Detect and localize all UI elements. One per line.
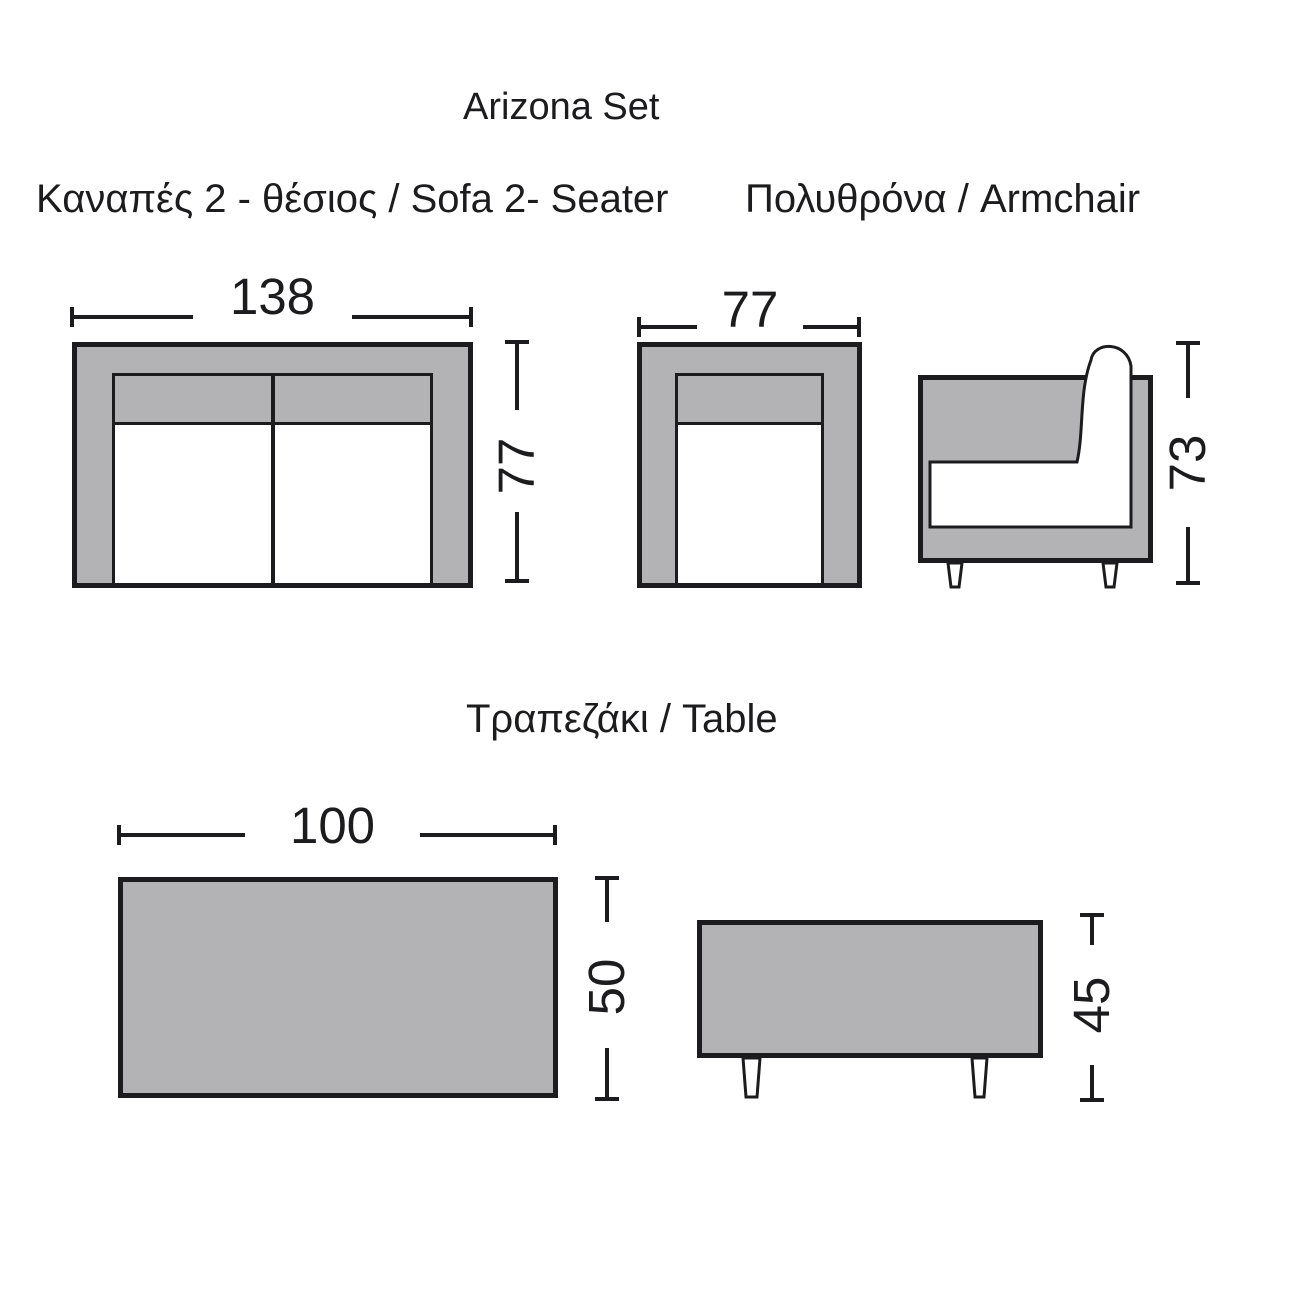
table-section-label: Τραπεζάκι / Table — [466, 697, 778, 741]
dimension-tick — [857, 317, 861, 337]
sofa-depth-value: 77 — [488, 437, 545, 495]
dimension-line — [515, 344, 519, 410]
dimension-line — [515, 512, 519, 579]
armchair-backrest-band — [678, 376, 821, 425]
table-side-view — [690, 910, 1110, 1110]
armchair-height-value: 73 — [1159, 434, 1216, 492]
dimension-line — [1090, 1065, 1094, 1098]
dimension-line — [352, 315, 473, 319]
table-top-view — [118, 877, 558, 1098]
dimension-line — [803, 325, 860, 329]
table-leg — [743, 1058, 760, 1097]
armchair-width-value: 77 — [721, 281, 779, 338]
dimension-line — [640, 325, 697, 329]
sofa-seat-divider — [271, 376, 275, 583]
dimension-cap — [505, 579, 529, 583]
armchair-side-view — [900, 330, 1160, 595]
sofa-width-value: 138 — [229, 268, 316, 325]
dimension-cap — [595, 1097, 619, 1101]
dimension-line — [605, 1048, 609, 1097]
sofa-seat-area — [112, 373, 433, 583]
dimension-line — [605, 880, 609, 922]
diagram-title: Arizona Set — [463, 86, 660, 128]
dimension-line — [1090, 917, 1094, 945]
sofa-top-view — [72, 342, 473, 588]
sofa-section-label: Καναπές 2 - θέσιος / Sofa 2- Seater — [36, 177, 669, 221]
dimension-tick — [553, 825, 557, 845]
armchair-front-view — [637, 342, 862, 588]
armchair-seat-area — [675, 373, 824, 583]
table-depth-value: 50 — [578, 958, 635, 1016]
table-height-value: 45 — [1063, 976, 1120, 1034]
armchair-section-label: Πολυθρόνα / Armchair — [745, 177, 1141, 221]
dimension-line — [119, 833, 245, 837]
table-length-value: 100 — [289, 797, 376, 854]
dimension-line — [420, 833, 557, 837]
dimension-cap — [1080, 1098, 1104, 1102]
dimension-cap — [1176, 581, 1200, 585]
table-leg — [972, 1058, 987, 1097]
dimension-line — [72, 315, 193, 319]
dimension-tick — [469, 307, 473, 327]
armchair-leg — [948, 563, 962, 587]
table-side-body — [700, 923, 1041, 1056]
dimension-line — [1186, 527, 1190, 581]
dimension-line — [1186, 345, 1190, 398]
armchair-leg — [1103, 563, 1117, 587]
